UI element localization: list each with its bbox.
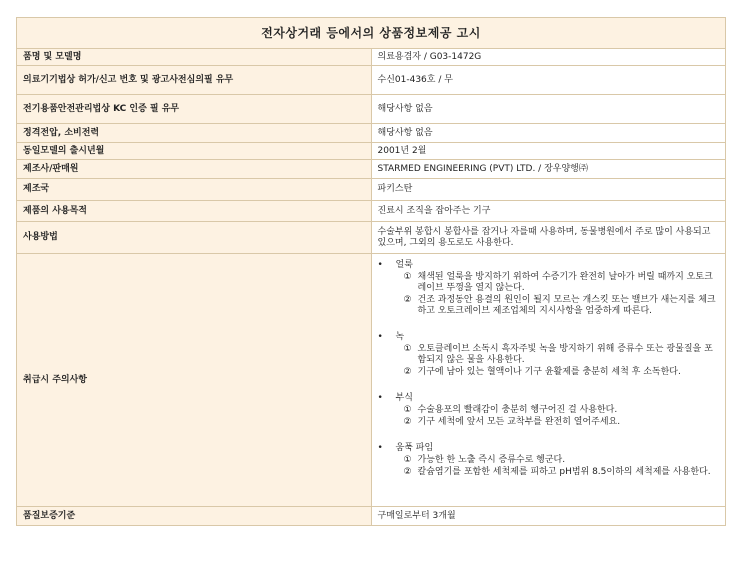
row-label: 제품의 사용목적: [17, 201, 372, 222]
table-row: [17, 201, 726, 222]
caution-group-rust: [378, 332, 720, 378]
item-number: ②: [403, 367, 412, 377]
row-label: 정격전압, 소비전력: [17, 124, 372, 143]
product-info-table: [16, 17, 726, 526]
caution-label: 취급시 주의사항: [17, 254, 372, 507]
table-row: [17, 222, 726, 254]
bullet-icon: •: [377, 332, 383, 342]
row-value: 파키스탄: [371, 179, 726, 201]
bullet-icon: •: [377, 393, 383, 403]
row-label: 전기용품안전관리법상 KC 인증 필 유무: [17, 95, 372, 124]
table-row: [17, 49, 726, 66]
item-number: ②: [403, 417, 412, 427]
table-row: [17, 507, 726, 526]
row-value: 해당사항 없음: [371, 124, 726, 143]
row-label: 제조국: [17, 179, 372, 201]
table-row: [17, 143, 726, 160]
group-heading: 얼룩: [395, 260, 413, 270]
bullet-icon: •: [377, 260, 383, 270]
table-row: [17, 66, 726, 95]
group-heading: 움푹 파임: [395, 443, 434, 453]
group-heading: 녹: [395, 332, 405, 342]
caution-group-stain: [378, 260, 720, 317]
table-row: [17, 160, 726, 179]
row-label: 품질보증기준: [17, 507, 372, 526]
item-text: 수술용포의 빨래감이 충분히 헹구어진 걸 사용한다.: [417, 405, 618, 415]
group-heading: 부식: [395, 393, 413, 403]
row-value: 해당사항 없음: [371, 95, 726, 124]
item-number: ①: [403, 344, 412, 354]
item-text: 가능한 한 노출 즉시 증류수로 헹군다.: [417, 455, 566, 465]
row-label: 동일모델의 출시년월: [17, 143, 372, 160]
row-value: 구매일로부터 3개월: [371, 507, 726, 526]
item-text: 기구에 남아 있는 혈액이나 기구 윤활제를 충분히 세척 후 소독한다.: [417, 367, 681, 377]
caution-content: [371, 254, 726, 507]
item-number: ①: [403, 272, 412, 282]
row-value: 2001년 2월: [371, 143, 726, 160]
table-row: [17, 179, 726, 201]
item-text: 채색된 얼룩을 방지하기 위하여 수증기가 완전히 날아가 버릴 때까지 오토크레이브 뚜껑을 열지 않는다.: [417, 272, 713, 293]
bullet-icon: •: [377, 443, 383, 453]
caution-group-corrosion: [378, 393, 720, 428]
table-row: [17, 95, 726, 124]
item-text: 기구 세척에 앞서 모든 교착부를 완전히 열어주세요.: [417, 417, 621, 427]
caution-group-pitting: [378, 443, 720, 478]
row-value: 수술부위 봉합시 봉합사를 잡거나 자를때 사용하며, 동물병원에서 주로 많이 사용되고있으며, 그외의 용도로도 사용한다.: [371, 222, 726, 254]
row-value: 수신01-436호 / 무: [371, 66, 726, 95]
table-title: 전자상거래 등에서의 상품정보제공 고시: [17, 18, 726, 49]
item-text: 건조 과정동안 용결의 원인이 될지 모르는 개스킷 또는 밸브가 새는지를 체크하고 오토크레이브 제조업체의 지시사항을 엄중하게 따른다.: [417, 295, 716, 316]
row-value: STARMED ENGINEERING (PVT) LTD. / 장우양행㈜: [371, 160, 726, 179]
item-number: ①: [403, 455, 412, 465]
item-text: 오토클레이브 소독시 흑자주빛 녹을 방지하기 위해 증류수 또는 광물질을 포함되지 않은 물을 사용한다.: [417, 344, 713, 365]
row-label: 의료기기법상 허가/신고 번호 및 광고사전심의필 유무: [17, 66, 372, 95]
row-value: 진료시 조직을 잡아주는 기구: [371, 201, 726, 222]
row-label: 품명 및 모델명: [17, 49, 372, 66]
row-label: 제조사/판매원: [17, 160, 372, 179]
table-row: [17, 124, 726, 143]
item-text: 칼슘염기를 포함한 세척제를 피하고 pH범위 8.5이하의 세척제를 사용한다.: [417, 467, 711, 477]
item-number: ②: [403, 467, 412, 477]
item-number: ①: [403, 405, 412, 415]
item-number: ②: [403, 295, 412, 305]
caution-row: [17, 254, 726, 507]
row-value: 의료용겸자 / G03-1472G: [371, 49, 726, 66]
row-label: 사용방법: [17, 222, 372, 254]
